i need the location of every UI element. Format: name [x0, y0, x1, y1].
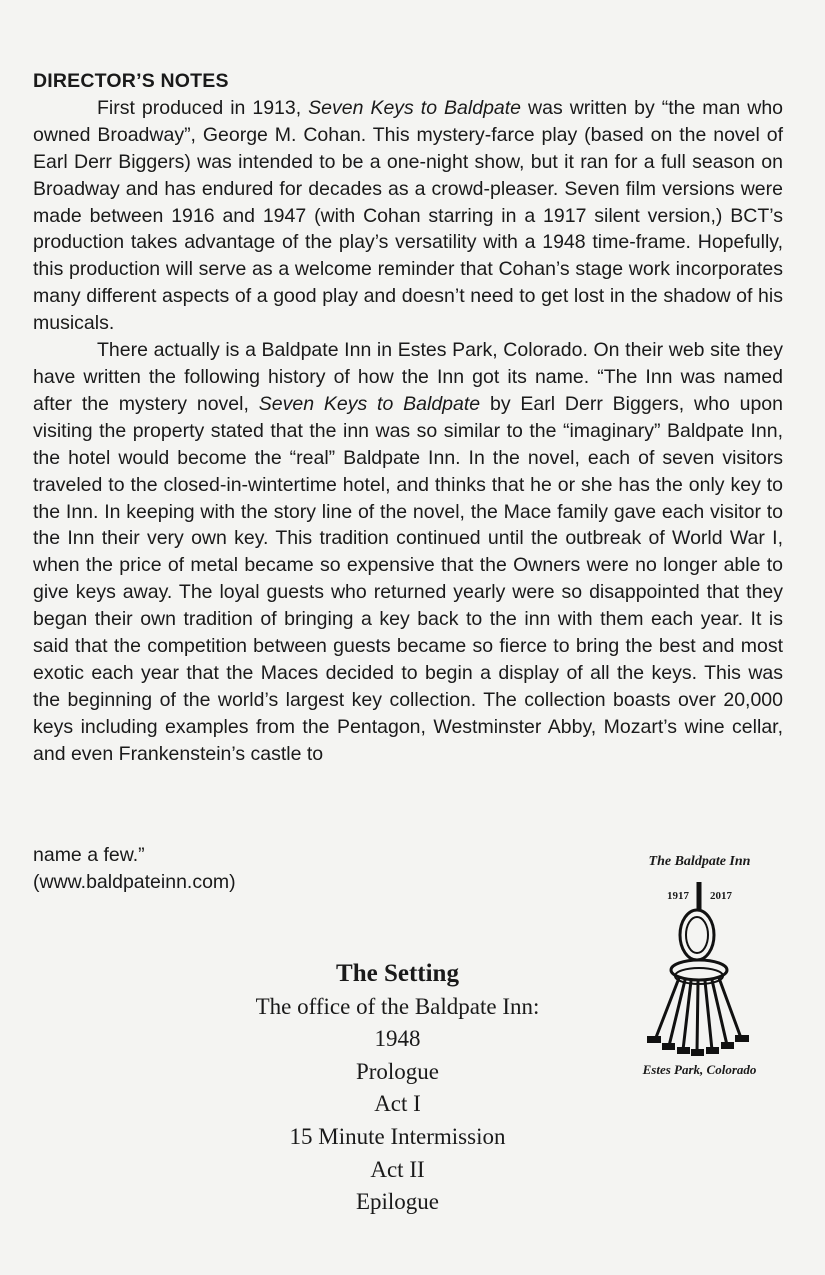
key-ring-icon [617, 880, 782, 1060]
baldpate-logo [617, 850, 782, 1080]
directors-notes [33, 68, 783, 768]
setting-line: Act I [374, 1091, 421, 1117]
setting-line: Prologue [355, 1058, 440, 1084]
source-url: (www.baldpateinn.com) [33, 871, 236, 893]
setting-section [230, 958, 565, 1219]
logo-year-right: 2017 [710, 890, 732, 902]
setting-line: Act II [370, 1156, 425, 1182]
setting-line: The office of the Baldpate Inn: 1948 [255, 993, 540, 1052]
notes-tail [33, 842, 236, 896]
notes-heading: DIRECTOR’S NOTES [33, 70, 229, 92]
notes-paragraph-2: There actually is a Baldpate Inn in Estes Park, Colorado. On their web site they have written the following history of how the Inn got its name. “The Inn was named after the mystery novel, Seven Keys to Baldpate by Earl Derr Biggers, who upon visiting the property stated that the inn was so similar to the “imaginary” Baldpate Inn, the hotel would become the “real” Baldpate Inn. In the novel, each of seven visitors traveled to the closed-in-wintertime hotel, and thinks that he or she has the only key to the Inn. In keeping with the story line of the novel, the Mace family gave each visitor to the Inn their very own key. This tradition continued until the outbreak of World War I, when the price of metal became so expensive that the Owners were no longer able to give keys away. The loyal guests who returned yearly were so disappointed that they began their own tradition of bringing a key back to the inn with them each year. It is said that the competition between guests became so fierce to bring the best and most exotic each year that the Maces decided to begin a display of all the keys. This was the beginning of the world’s largest key collection. The collection boasts over 20,000 keys including examples from the Pentagon, Westminster Abby, Mozart’s wine cellar, and even Frankenstein’s castle to [33, 339, 784, 765]
notes-paragraph-1: First produced in 1913, Seven Keys to Baldpate was written by “the man who owned Broadway”, George M. Cohan. This mystery-farce play (based on the novel of Earl Derr Biggers) was intended to be a one-night show, but it ran for a full season on Broadway and has endured for decades as a crowd-pleaser. Seven film versions were made between 1916 and 1947 (with Cohan starring in a 1917 silent version,) BCT’s production takes advantage of the play’s versatility with a 1948 time-frame. Hopefully, this production will serve as a welcome reminder that Cohan’s stage work incorporates many different aspects of a good play and doesn’t need to get lost in the shadow of his musicals. [33, 96, 784, 335]
play-title: Seven Keys to Baldpate [308, 96, 522, 119]
setting-line: 15 Minute Intermission [289, 1123, 506, 1149]
notes-closing-quote: name a few.” [33, 844, 145, 866]
setting-title: The Setting [336, 960, 459, 987]
logo-title: The Baldpate Inn [648, 854, 751, 869]
logo-year-left: 1917 [667, 890, 689, 902]
setting-line: Epilogue [355, 1189, 440, 1215]
logo-location: Estes Park, Colorado [642, 1062, 757, 1077]
play-title: Seven Keys to Baldpate [258, 392, 481, 415]
